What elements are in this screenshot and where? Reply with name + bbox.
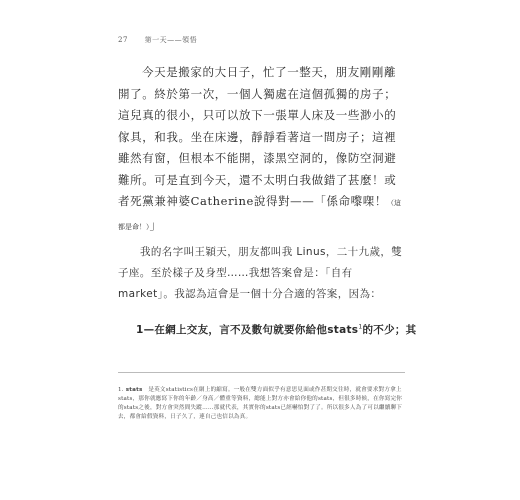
footnote-divider [118,372,405,373]
footnote-marker: 1. [118,387,124,393]
paragraph-2-text: 我的名字叫王穎天，朋友都叫我 Linus，二十九歲，雙子座。至於樣子及身型……我想答案會是：「自有market」。我認為這會是一個十分合適的答案，因為： [118,246,403,300]
footnote-term: stats [125,387,143,393]
footnote-ref-1: 1 [358,323,363,331]
page-number: 27 [118,36,128,44]
footnote-1 [118,386,405,422]
footnote-text: 是英文statistics在網上的縮寫。一般在雙方面似乎有意思見面或作甚期交往時，就會要求對方拿上stats，那你就應寫下你的年齡／身高／體重等資料，總能上對方亦會給你他的stats，但很多時候，在你寫完你的stats之後，對方會突然間失蹤……那就代表，其實你的stats已經嚇怕對了了。所以很多人為了可以繼續聊下去，都會給假資料，日子久了，連自己也信以為真。 [118,387,403,420]
paragraph-1-closing: 」 [149,217,162,232]
paragraph-1-text: 今天是搬家的大日子，忙了一整天，朋友剛剛離開了。終於第一次，一個人獨處在這個孤獨的房子；這兒真的很小，只可以放下一張單人床及一些渺小的傢具，和我。坐在床邊，靜靜看著這一間房子；這裡雖然有窗，但根本不能開，漆黑空洞的，像防空洞避難所。可是直到今天，還不太明白我做錯了甚麼！或者死黨兼神婆Catherine說得對——「係命嚟㗎！ [118,65,397,208]
chapter-title: 第一天——領悟 [144,36,198,44]
point-1-text: 1—在網上交友，言不及數句就要你給他stats [136,324,359,336]
numbered-point-1 [136,322,417,337]
body-paragraph-1 [118,62,405,238]
running-header [118,35,197,45]
paragraph-1-aside: （這都是命！） [118,199,401,231]
point-1-tail: 的不少；其 [362,324,417,336]
body-paragraph-2 [118,242,405,305]
